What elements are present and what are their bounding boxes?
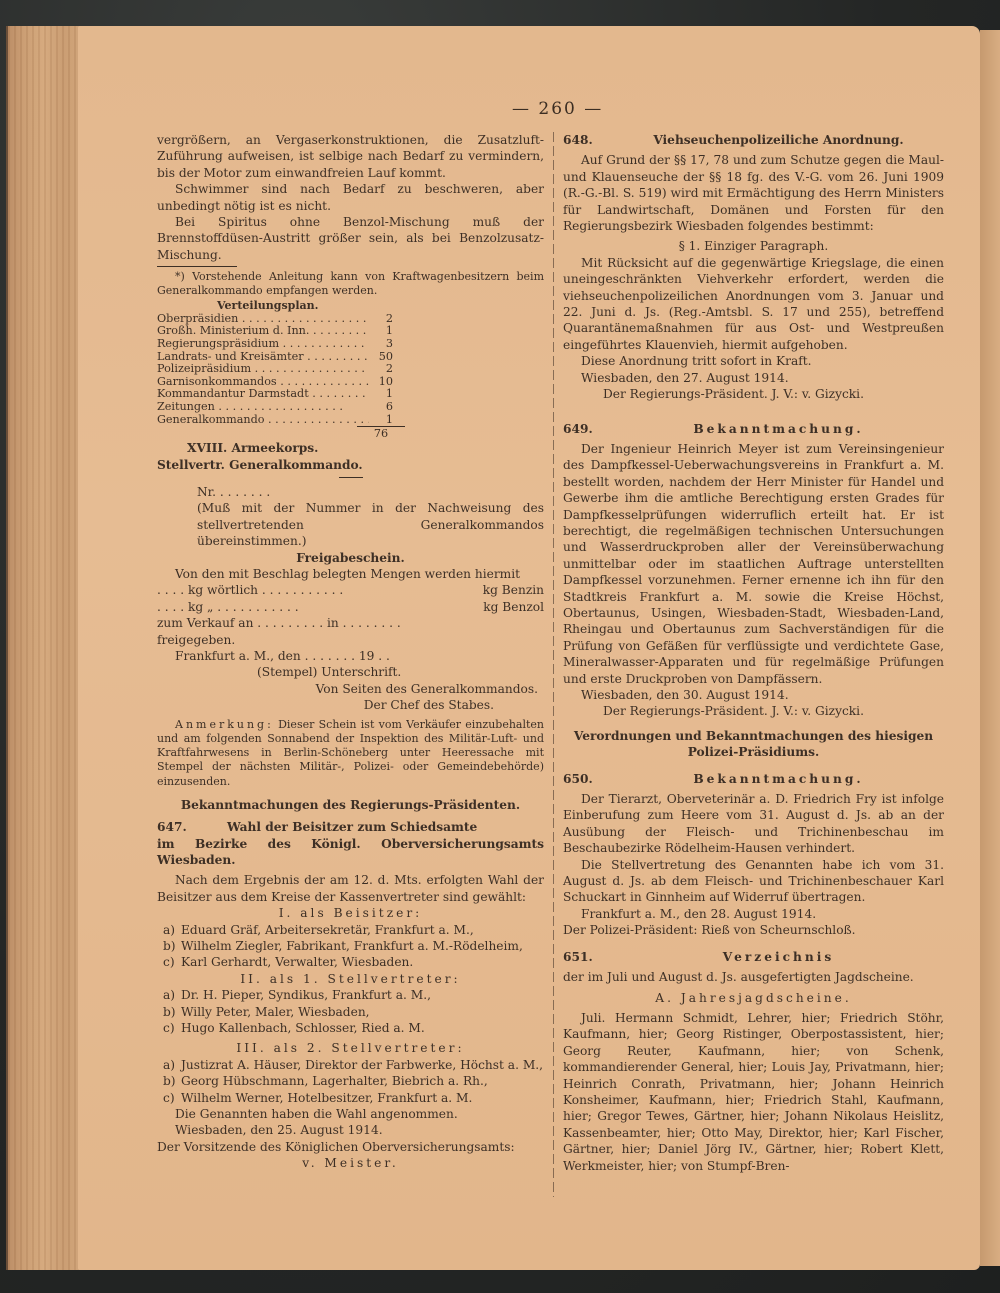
item-649-heading: 649. Bekanntmachung. (563, 421, 864, 436)
item-648-intro: Auf Grund der §§ 17, 78 und zum Schutze gegen die Maul- und Klauenseuche der §§ 18 fg. des V.-G. vom 26. Juni 1909 (R.-G.-Bl. S. 519) wird mit Ermächtigung des Herrn Ministers für Landwirtschaft, Domänen und Forsten für den Regierungsbezirk Wiesbaden folgendes bestimmt: (563, 153, 944, 234)
item-647-subtitle: im Bezirke des Königl. Oberversicherungsamts Wiesbaden. (157, 836, 544, 867)
form-side-line: Von Seiten des Generalkommandos. (315, 681, 538, 696)
distribution-row: Garnisonkommandos . . . 10 (157, 376, 393, 389)
group-heading: II. als 1. Stellvertreter: (240, 971, 461, 986)
form-benzin-line: . . . . kg wörtlich . . . . . . . . . . . kg Benzin (157, 583, 544, 598)
item-649-body: Der Ingenieur Heinrich Meyer ist zum Vereinsingenieur des Dampfkessel-Ueberwachungsvereins in Frankfurt a. M. bestellt worden, nachdem der Herr Minister für Handel und Gewerbe ihm die amtliche Berechtigung ersten Grades für Dampfkesselprüfungen widerruflich erteilt hat. Er ist berechtigt, die regelmäßigen technischen Untersuchungen und Wasserdruckproben aller der Vereinsüberwachung unmittelbar oder im staatlichen Auftrage unterstellten Dampfkessel vorzunehmen. Ferner ernenne ich ihn für den Stadtkreis Frankfurt a. M. sowie die Kreise Höchst, Obertaunus, Usingen, Wiesbaden-Stadt, Wiesbaden-Land, Rheingau und Obertaunus zum Sachverständigen für die Prüfung von Gefäßen für verflüssigte und verdichtete Gase, Mineralwasser-Apparaten und für regelmäßige Prüfungen und erste Druckproben von Dampfässern. (563, 441, 944, 686)
intro-paragraph: Bei Spiritus ohne Benzol-Mischung muß der Brennstoffdüsen-Austritt größer sein, als bei Benzolzusatz-Mischung. (157, 215, 544, 262)
item-647-signer-name: v. Meister. (302, 1156, 399, 1171)
list-item: a) Dr. H. Pieper, Syndikus, Frankfurt a. M., (163, 988, 431, 1003)
intro-paragraph: Schwimmer sind nach Bedarf zu beschweren, aber unbedingt nötig ist es nicht. (157, 182, 544, 213)
group-heading: I. als Beisitzer: (278, 906, 423, 921)
item-651-subtitle: der im Juli und August d. Js. ausgefertigten Jagdscheine. (563, 970, 914, 985)
distribution-total: 76 (157, 426, 393, 440)
form-line: freigegeben. (157, 632, 236, 647)
item-650-date: Frankfurt a. M., den 28. August 1914. (581, 906, 817, 921)
footnote: *) Vorstehende Anleitung kann von Kraftwagenbesitzern beim Generalkommando empfangen werden. (157, 270, 544, 298)
form-line: Von den mit Beschlag belegten Mengen werden hiermit (175, 567, 521, 582)
item-650-heading: 650. Bekanntmachung. (563, 771, 864, 786)
item-649-signature: Der Regierungs-Präsident. J. V.: v. Gizycki. (603, 704, 864, 719)
distribution-row: Generalkommando . . . 1 (157, 414, 393, 427)
distribution-row: Zeitungen . . . 6 (157, 401, 393, 414)
list-item: c) Karl Gerhardt, Verwalter, Wiesbaden. (163, 955, 414, 970)
distribution-plan-title: Verteilungsplan. (217, 298, 319, 312)
corps-command-line: Stellvertr. Generalkommando. (157, 457, 363, 472)
section-rule (339, 477, 363, 478)
list-item: c) Hugo Kallenbach, Schlosser, Ried a. M. (163, 1021, 425, 1035)
item-651-heading: 651. Verzeichnis (563, 949, 835, 964)
item-648-signature: Der Regierungs-Präsident. J. V.: v. Gizycki. (603, 387, 864, 402)
item-648-date: Wiesbaden, den 27. August 1914. (581, 370, 789, 385)
left-column (157, 132, 544, 1172)
intro-paragraph: vergrößern, an Vergaserkonstruktionen, die Zusatzluft-Zuführung aufweisen, ist selbige nach Bedarf zu vermindern, bis der Motor zum einwandfreien Lauf kommt. (157, 133, 544, 180)
form-line: zum Verkauf an . . . . . . . . . in . . . . . . . . (157, 616, 401, 631)
distribution-row: Oberpräsidien . . . 2 (157, 313, 393, 326)
distribution-plan-table (157, 313, 393, 426)
item-650-signature: Der Polizei-Präsident: Rieß von Scheurnschloß. (563, 923, 856, 938)
distribution-row: Kommandantur Darmstadt . . . 1 (157, 388, 393, 401)
item-647-date: Wiesbaden, den 25. August 1914. (175, 1123, 383, 1138)
group-heading: III. als 2. Stellvertreter: (236, 1041, 465, 1056)
section-heading: Bekanntmachungen des Regierungs-Präsidenten. (180, 797, 521, 812)
distribution-row: Regierungspräsidium . . . 3 (157, 338, 393, 351)
item-647-intro: Nach dem Ergebnis der am 12. d. Mts. erfolgten Wahl der Beisitzer aus dem Kreise der Kassenvertreter sind gewählt: (157, 873, 544, 904)
item-649-date: Wiesbaden, den 30. August 1914. (581, 688, 789, 702)
item-651-subheading: A. Jahresjagdscheine. (655, 990, 852, 1005)
item-647-signer-title: Der Vorsitzende des Königlichen Oberversicherungsamts: (157, 1139, 515, 1154)
form-number: Nr. . . . . . . . (197, 485, 271, 500)
item-650-body: Die Stellvertretung des Genannten habe ich vom 31. August d. Js. ab dem Fleisch- und Trichinenbeschauer Karl Schuckart in Ginnheim auf Widerruf übertragen. (563, 857, 944, 905)
form-stamp-line: (Stempel) Unterschrift. (257, 665, 402, 680)
item-648-effect: Diese Anordnung tritt sofort in Kraft. (581, 354, 812, 369)
page-number: — 260 — (512, 99, 604, 119)
list-item: a) Justizrat A. Häuser, Direktor der Farbwerke, Höchst a. M., (163, 1057, 544, 1072)
list-item: c) Wilhelm Werner, Hotelbesitzer, Frankfurt a. M. (163, 1090, 473, 1105)
item-648-heading: 648. Viehseuchenpolizeiliche Anordnung. (563, 133, 904, 147)
item-650-body: Der Tierarzt, Oberveterinär a. D. Friedrich Fry ist infolge Einberufung zum Heere vom 31. August d. Js. ab an der Ausübung der Fleisch- und Trichinenbeschau im Beschaubezirke Rödelheim-Hausen verhindert. (563, 792, 944, 856)
form-chief-line: Der Chef des Stabes. (363, 698, 494, 713)
corps-line: XVIII. Armeekorps. (187, 441, 319, 456)
distribution-row: Landrats- und Kreisämter . . . 50 (157, 351, 393, 364)
form-title: Freigabeschein. (296, 550, 405, 565)
form-number-note: (Muß mit der Nummer in der Nachweisung des stellvertretenden Generalkommandos übereinstimmen.) (197, 501, 544, 549)
item-648-body: Mit Rücksicht auf die gegenwärtige Kriegslage, die einen uneingeschränkten Viehverkehr erfordert, werden die viehseuchenpolizeilichen Anordnungen vom 3. Januar und 22. Juni d. Js. (Reg.-Amtsbl. S. 17 und 255), betreffend Quarantänemaßnahmen für aus Ost- und Westpreußen eingeführtes Klauenvieh, hiermit aufgehoben. (563, 255, 944, 352)
form-date-line: Frankfurt a. M., den . . . . . . . 19 . . (175, 649, 390, 664)
list-item: a) Eduard Gräf, Arbeitersekretär, Frankfurt a. M., (163, 922, 474, 937)
section-heading: Verordnungen und Bekanntmachungen des hiesigen Polizei-Präsidiums. (573, 728, 934, 760)
footnote-rule (157, 266, 237, 267)
item-647-closing: Die Genannten haben die Wahl angenommen. (175, 1107, 458, 1122)
list-item: b) Willy Peter, Maler, Wiesbaden, (163, 1004, 370, 1019)
distribution-row: Polizeipräsidium . . . 2 (157, 363, 393, 376)
form-note: Anmerkung: Dieser Schein ist vom Verkäufer einzubehalten und am folgenden Sonnabend der Inspektion des Militär-Luft- und Kraftfahrwesens in Berlin-Schöneberg unter Heeressache mit Stempel der nächsten Militär-, Polizei- oder Gemeindebehörde) einzusenden. (157, 717, 545, 788)
list-item: b) Wilhelm Ziegler, Fabrikant, Frankfurt a. M.-Rödelheim, (163, 938, 523, 953)
item-651-body: Juli. Hermann Schmidt, Lehrer, hier; Friedrich Stöhr, Kaufmann, hier; Georg Ristinger, Oberpostassistent, hier; Georg Reuter, Kaufmann, hier; von Schenk, kommandierender General, hier; Louis Jay, Privatmann, hier; Heinrich Conrath, Privatmann, hier; Johann Heinrich Konsheimer, Kaufmann, hier; Friedrich Stahl, Kaufmann, hier; Gregor Tewes, Gärtner, hier; Johann Nikolaus Heislitz, Kassenbeamter, hier; Otto May, Direktor, hier; Karl Fischer, Gärtner, hier; Daniel Jörg IV., Gärtner, hier; Robert Klett, Werkmeister, hier; von Stumpf-Bren- (563, 1010, 944, 1173)
item-648-paragraph-heading: § 1. Einziger Paragraph. (678, 239, 829, 254)
distribution-row: Großh. Ministerium d. Inn. . . . 1 (157, 325, 393, 338)
column-divider (553, 132, 554, 1197)
form-benzol-line: . . . . kg „ . . . . . . . . . . . kg Benzol (157, 599, 544, 614)
list-item: b) Georg Hübschmann, Lagerhalter, Biebrich a. Rh., (163, 1074, 488, 1089)
right-column (563, 132, 944, 1174)
item-647-heading: 647. Wahl der Beisitzer zum Schiedsamte (157, 820, 478, 835)
